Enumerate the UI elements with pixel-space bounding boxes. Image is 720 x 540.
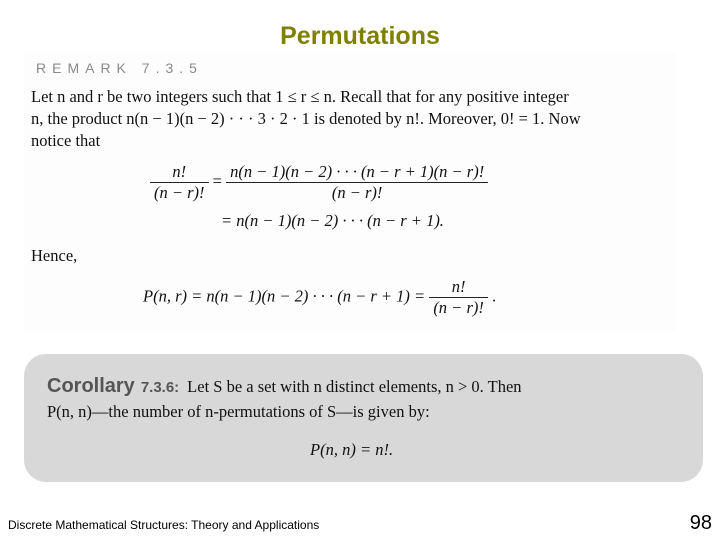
lhs-fraction xyxy=(150,162,209,203)
formula-fraction xyxy=(429,277,488,318)
formula-denominator: (n − r)! xyxy=(433,298,484,317)
formula-period: . xyxy=(491,286,497,306)
equation-permutation-formula xyxy=(143,277,496,318)
rhs-denominator: (n − r)! xyxy=(331,183,383,202)
equation-simplified: = n(n − 1)(n − 2) · · · (n − r + 1). xyxy=(221,211,444,230)
formula-lhs: P(n, r) = n(n − 1)(n − 2) · · · (n − r + 1) = xyxy=(143,286,426,306)
remark-heading: REMARK 7.3.5 xyxy=(36,60,203,76)
formula-numerator: n! xyxy=(429,277,488,298)
lhs-denominator: (n − r)! xyxy=(154,183,205,202)
corollary-equation: P(n, n) = n!. xyxy=(310,440,394,459)
equals-sign: = xyxy=(212,171,222,191)
remark-line-2: n, the product n(n − 1)(n − 2) · · · 3 · 2 · 1 is denoted by n!. Moreover, 0! = 1. Now xyxy=(31,109,581,128)
corollary-line-2: P(n, n)—the number of n-permutations of S—is given by: xyxy=(47,402,430,421)
remark-line-3: notice that xyxy=(31,131,101,150)
remark-line-1: Let n and r be two integers such that 1 ≤ r ≤ n. Recall that for any positive integer xyxy=(31,87,569,106)
corollary-line-1 xyxy=(47,375,522,398)
corollary-label: Corollary xyxy=(47,375,135,397)
hence-text: Hence, xyxy=(31,246,78,265)
equation-fraction-identity xyxy=(150,162,488,203)
lhs-numerator: n! xyxy=(150,162,209,183)
slide-title: Permutations xyxy=(280,22,440,50)
footer-book-title: Discrete Mathematical Structures: Theory and Applications xyxy=(8,518,320,532)
page-number: 98 xyxy=(689,512,712,534)
rhs-fraction xyxy=(226,162,488,203)
corollary-number: 7.3.6: xyxy=(140,379,180,396)
rhs-numerator: n(n − 1)(n − 2) · · · (n − r + 1)(n − r)! xyxy=(226,162,488,183)
corollary-statement-1: Let S be a set with n distinct elements, n > 0. Then xyxy=(187,377,522,396)
remark-paragraph xyxy=(31,86,676,152)
